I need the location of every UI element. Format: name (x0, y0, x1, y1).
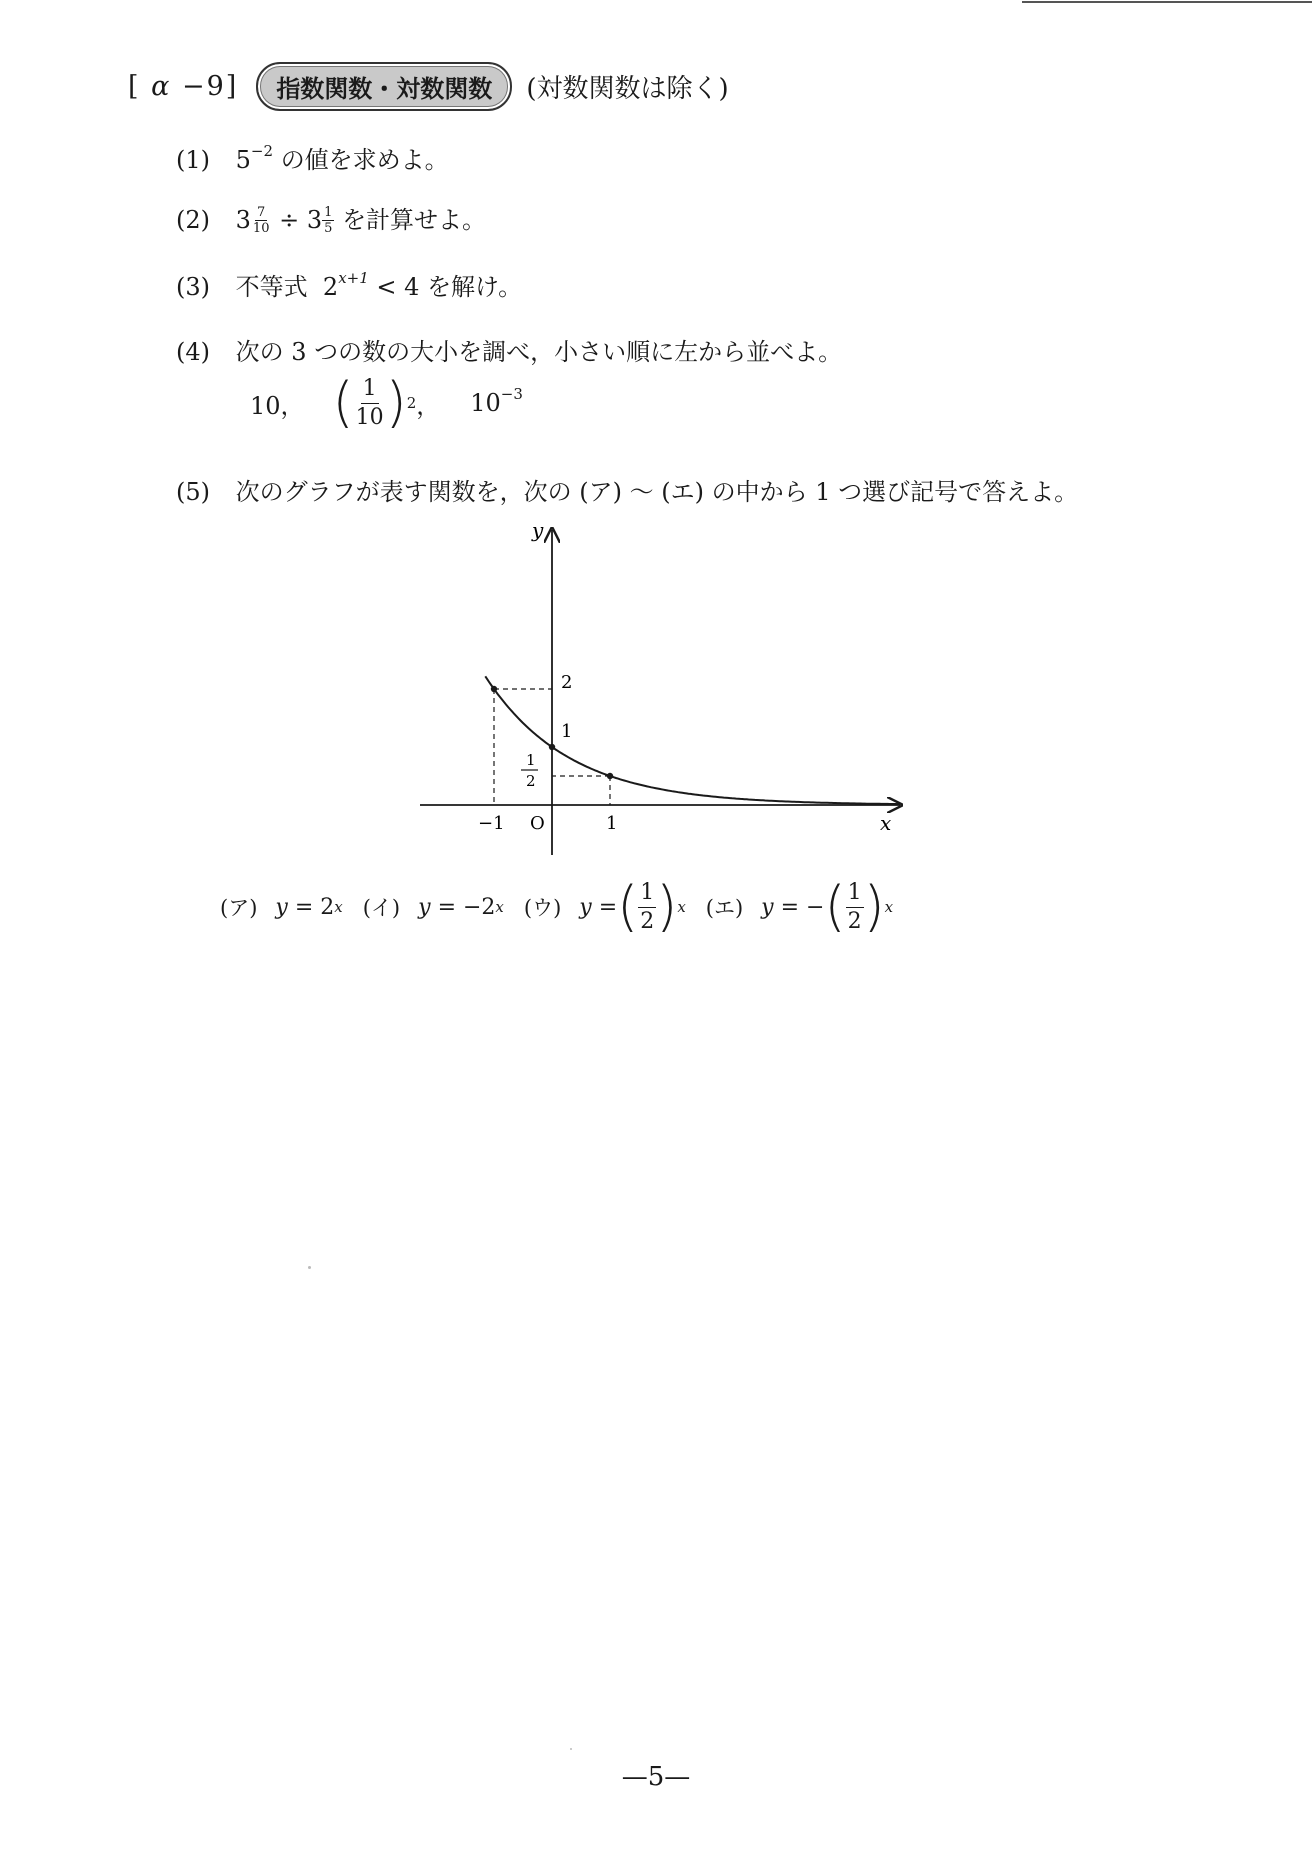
question-2: (2) 3 $\frac{7}{10}$ ÷ 3 $\frac{1}{5}$ を計算せよ。 (176, 205, 487, 236)
exponent-fraction-1: $\frac{7}{10}$ (252, 205, 270, 236)
scan-speck (570, 1748, 572, 1750)
section-header (128, 62, 729, 111)
exponent-fraction-2: $\frac{1}{5}$ (324, 205, 333, 236)
fraction-squared: ( $\frac{1}{10}$ ) 2 ， (332, 371, 441, 434)
point-0 (491, 686, 497, 692)
y-tick-1: 1 (561, 721, 573, 742)
page-number: —5— (621, 1762, 691, 1792)
curve-line (485, 676, 900, 804)
exponential-graph (420, 525, 920, 870)
option-b: (イ) y = −2 x (362, 894, 504, 920)
option-c: (ウ) y = ( $\frac{1}{2}$ ) x (523, 875, 686, 938)
section-code: [ α −9] (128, 71, 239, 102)
point-2 (607, 773, 613, 779)
x-tick-1: 1 (606, 813, 618, 834)
top-edge-line (1022, 1, 1312, 3)
question-4: (4) 次の 3 つの数の大小を調べ，小さい順に左から並べよ。 (176, 338, 843, 366)
y-axis-label: y (532, 525, 544, 542)
y-tick-half-num: 1 (526, 751, 536, 769)
option-a: (ア) y = 2 x (220, 894, 343, 920)
y-tick-half-den: 2 (526, 772, 536, 790)
point-1 (549, 744, 555, 750)
y-tick-2: 2 (561, 672, 573, 693)
answer-options (220, 875, 913, 938)
option-d: (エ) y = − ( $\frac{1}{2}$ ) x (705, 875, 894, 938)
scan-speck (308, 1266, 311, 1269)
topic-badge: 指数関数・対数関数 (256, 62, 512, 111)
question-1: (1) $5^{-2}$ の値を求めよ。 (176, 142, 449, 174)
origin-label: O (530, 813, 545, 834)
question-5: (5) 次のグラフが表す関数を，次の (ア) ～ (エ) の中から 1 つ選び記号で答えよ。 (176, 478, 1079, 506)
x-tick-neg1: −1 (478, 813, 505, 834)
question-4-numbers: 10， ( $\frac{1}{10}$ ) 2 ， $10^{-3}$ (250, 371, 523, 434)
topic-note: (対数関数は除く) (526, 74, 729, 104)
question-3: (3) 不等式 $2^{x+1} < 4$ を解け。 (176, 269, 523, 301)
x-axis-label: x (880, 811, 892, 835)
